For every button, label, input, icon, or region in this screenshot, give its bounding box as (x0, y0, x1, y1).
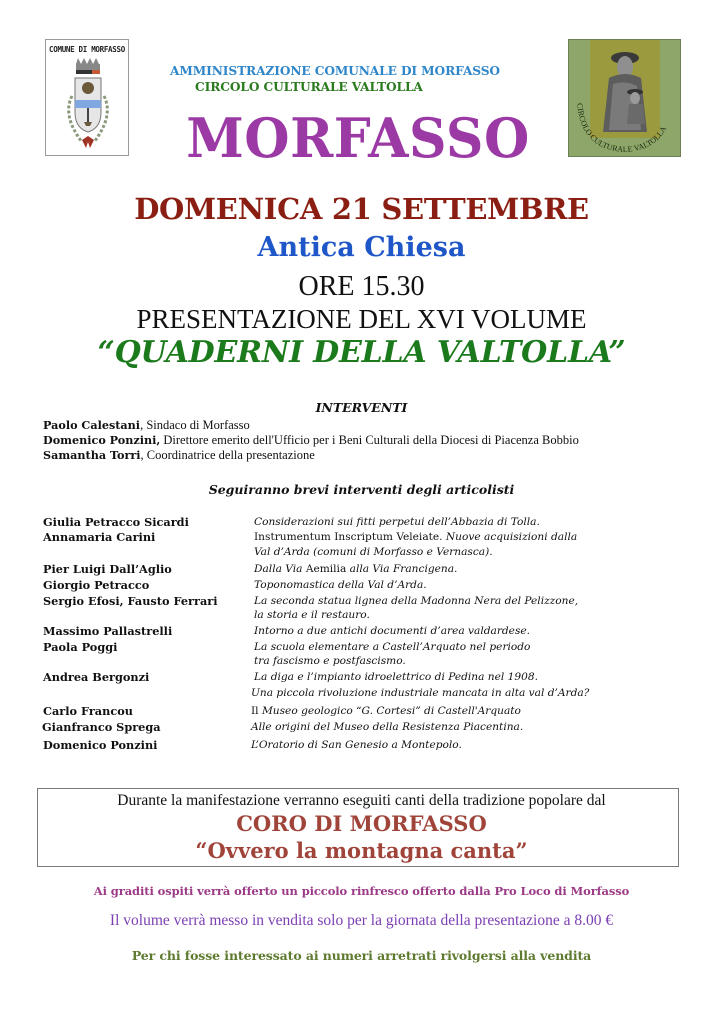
article-title-cont: la storia e il restauro. (254, 609, 370, 621)
speaker-name: Paolo Calestani (43, 418, 141, 432)
article-title: Instrumentum Inscriptum Veleiate. Nuove acquisizioni dalla (254, 531, 578, 543)
event-presentation: PRESENTAZIONE DEL XVI VOLUME (136, 304, 587, 334)
madonna-statue-icon (569, 40, 681, 157)
coat-of-arms-icon (52, 56, 124, 152)
header-circolo: CIRCOLO CULTURALE VALTOLLA (195, 80, 423, 94)
article-title-cont: Una piccola rivoluzione industriale mancata in alta val d’Arda? (251, 687, 590, 699)
coro-name: CORO DI MORFASSO (236, 811, 487, 836)
article-title: Toponomastica della Val d’Arda. (254, 579, 427, 591)
event-time: ORE 15.30 (298, 271, 425, 302)
speaker-item (43, 433, 579, 448)
article-title: La seconda statua lignea della Madonna Nera del Pelizzone, (254, 595, 579, 607)
refreshment-note: Ai graditi ospiti verrà offerto un piccolo rinfresco offerto dalla Pro Loco di Morfasso (93, 884, 630, 898)
interventi-heading: INTERVENTI (315, 400, 408, 415)
speaker-name: Domenico Ponzini, (43, 433, 161, 447)
author-name: Giorgio Petracco (43, 578, 150, 592)
article-title: Alle origini del Museo della Resistenza Piacentina. (251, 721, 524, 733)
articolisti-heading: Seguiranno brevi interventi degli articolisti (208, 482, 515, 497)
author-name: Andrea Bergonzi (43, 670, 150, 684)
speaker-name: Samantha Torri (43, 448, 141, 462)
author-name: Carlo Francou (43, 704, 133, 718)
coro-subtitle: “Ovvero la montagna canta” (195, 838, 528, 863)
author-name: Paola Poggi (43, 640, 118, 654)
speaker-role: Direttore emerito dell'Ufficio per i Beni Culturali della Diocesi di Piacenza Bobbio (160, 433, 579, 447)
volume-title: “QUADERNI DELLA VALTOLLA” (97, 335, 626, 370)
article-title: Intorno a due antichi documenti d’area valdardese. (254, 625, 531, 637)
article-title: Il Museo geologico “G. Cortesi” di Castell'Arquato (251, 705, 521, 717)
header-administration: AMMINISTRAZIONE COMUNALE DI MORFASSO (170, 64, 500, 78)
comune-logo (45, 39, 129, 156)
author-name: Sergio Efosi, Fausto Ferrari (43, 594, 218, 608)
article-title-cont: tra fascismo e postfascismo. (254, 655, 406, 667)
article-title: Considerazioni sui fitti perpetui dell’Abbazia di Tolla. (254, 516, 540, 528)
author-name: Domenico Ponzini (43, 738, 158, 752)
coro-intro: Durante la manifestazione verranno eseguiti canti della tradizione popolare dal (117, 792, 606, 809)
author-name: Giulia Petracco Sicardi (43, 515, 189, 529)
sale-note: Il volume verrà messo in vendita solo per la giornata della presentazione a 8.00 € (109, 912, 614, 929)
article-title: Dalla Via Aemilia alla Via Francigena. (254, 563, 458, 575)
back-issues-note: Per chi fosse interessato ai numeri arretrati rivolgersi alla vendita (131, 948, 592, 963)
author-name: Pier Luigi Dall’Aglio (43, 562, 172, 576)
article-title: La scuola elementare a Castell’Arquato nel periodo (254, 641, 531, 653)
event-date: DOMENICA 21 SETTEMBRE (134, 192, 589, 226)
speaker-item (43, 418, 250, 433)
article-title: L’Oratorio di San Genesio a Montepolo. (251, 739, 462, 751)
author-name: Gianfranco Sprega (42, 720, 161, 734)
page-title: MORFASSO (186, 106, 530, 171)
article-title: La diga e l’impianto idroelettrico di Pedina nel 1908. (254, 671, 538, 683)
svg-text:CIRCOLO CULTURALE VALTOLLA: CIRCOLO CULTURALE VALTOLLA (575, 102, 669, 155)
author-name: Massimo Pallastrelli (43, 624, 173, 638)
circolo-logo (568, 39, 681, 157)
comune-logo-caption: COMUNE DI MORFASSO (49, 45, 125, 54)
speaker-item (43, 448, 315, 463)
author-name: Annamaria Carini (43, 530, 156, 544)
event-place: Antica Chiesa (257, 232, 466, 263)
speaker-role: , Coordinatrice della presentazione (140, 448, 315, 462)
speaker-role: , Sindaco di Morfasso (140, 418, 250, 432)
article-title-cont: Val d’Arda (comuni di Morfasso e Vernasca). (254, 546, 493, 558)
